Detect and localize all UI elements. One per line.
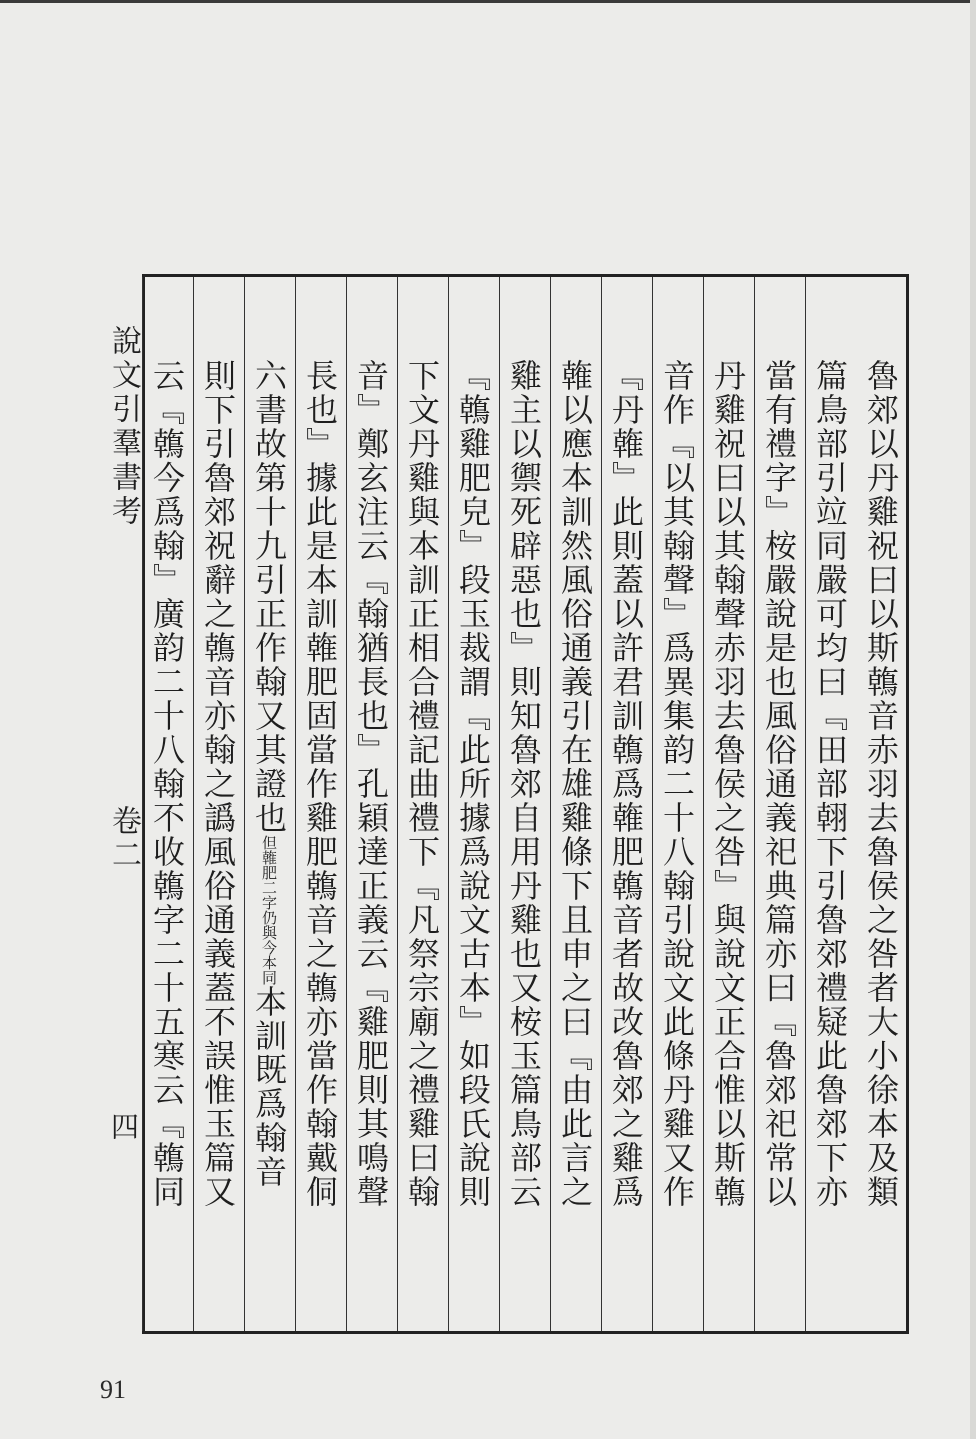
column-text: 『丹雗』此則蓋以許君訓鶾爲雗肥鶾音者故改魯郊之雞爲 xyxy=(607,359,645,1209)
text-column-2 xyxy=(805,277,855,1331)
column-text: 丹雞祝曰以其翰聲赤羽去魯侯之咎』與說文正合惟以斯鶾 xyxy=(709,359,747,1209)
column-text: 音』鄭玄注云『翰猶長也』孔穎達正義云『雞肥則其鳴聲 xyxy=(352,359,390,1209)
text-column-1 xyxy=(856,277,906,1331)
column-text: 雗以應本訓然風俗通義引在雄雞條下且申之曰『由此言之 xyxy=(556,359,594,1209)
text-column-12 xyxy=(295,277,345,1331)
text-column-13 xyxy=(244,277,294,1331)
column-text: 長也』據此是本訓雗肥固當作雞肥鶾音之鶾亦當作翰戴侗 xyxy=(301,359,339,1209)
sheet-number: 四 xyxy=(107,1112,140,1140)
column-text: 魯郊以丹雞祝曰以斯鶾音赤羽去魯侯之咎者大小徐本及類 xyxy=(862,359,900,1209)
page-top-border xyxy=(0,0,976,3)
text-column-15 xyxy=(142,277,192,1331)
text-column-8 xyxy=(499,277,549,1331)
text-column-4 xyxy=(703,277,753,1331)
running-title: 說文引羣書考 xyxy=(106,325,141,529)
column-text: 音作『以其翰聲』爲異集韵二十八翰引說文此條丹雞又作 xyxy=(658,359,696,1209)
page-number: 91 xyxy=(100,1375,126,1404)
column-text: 當有禮字』桉嚴說是也風俗通義祀典篇亦曰『魯郊祀常以 xyxy=(760,359,798,1209)
chapter-label: 卷二 xyxy=(106,805,141,873)
text-column-14 xyxy=(193,277,243,1331)
column-text-tail: 本訓既爲翰音 xyxy=(250,985,288,1189)
text-column-5 xyxy=(652,277,702,1331)
column-text: 下文丹雞與本訓正相合禮記曲禮下『凡祭宗廟之禮雞曰翰 xyxy=(403,359,441,1209)
column-text: 雞主以禦死辟惡也』則知魯郊自用丹雞也又桉玉篇鳥部云 xyxy=(505,359,543,1209)
text-column-9 xyxy=(448,277,498,1331)
text-column-7 xyxy=(550,277,600,1331)
column-text: 『鶾雞肥皃』段玉裁謂『此所據爲說文古本』如段氏說則 xyxy=(454,359,492,1209)
column-text: 篇鳥部引竝同嚴可均曰『田部䎐下引魯郊禮疑此魯郊下亦 xyxy=(811,359,849,1209)
page-right-edge xyxy=(970,0,976,1439)
text-frame xyxy=(142,274,909,1334)
column-text: 六書故第十九引正作翰又其證也 xyxy=(250,359,288,835)
text-column-10 xyxy=(397,277,447,1331)
text-column-3 xyxy=(754,277,804,1331)
column-text: 云『鶾今爲翰』廣韵二十八翰不收鶾字二十五寒云『鶾同 xyxy=(148,359,186,1209)
text-column-6 xyxy=(601,277,651,1331)
interlinear-note: 但雗肥二字仍與今本同 xyxy=(260,835,278,985)
column-text: 則下引魯郊祝辭之鶾音亦翰之譌風俗通義蓋不誤惟玉篇又 xyxy=(199,359,237,1209)
text-column-11 xyxy=(346,277,396,1331)
